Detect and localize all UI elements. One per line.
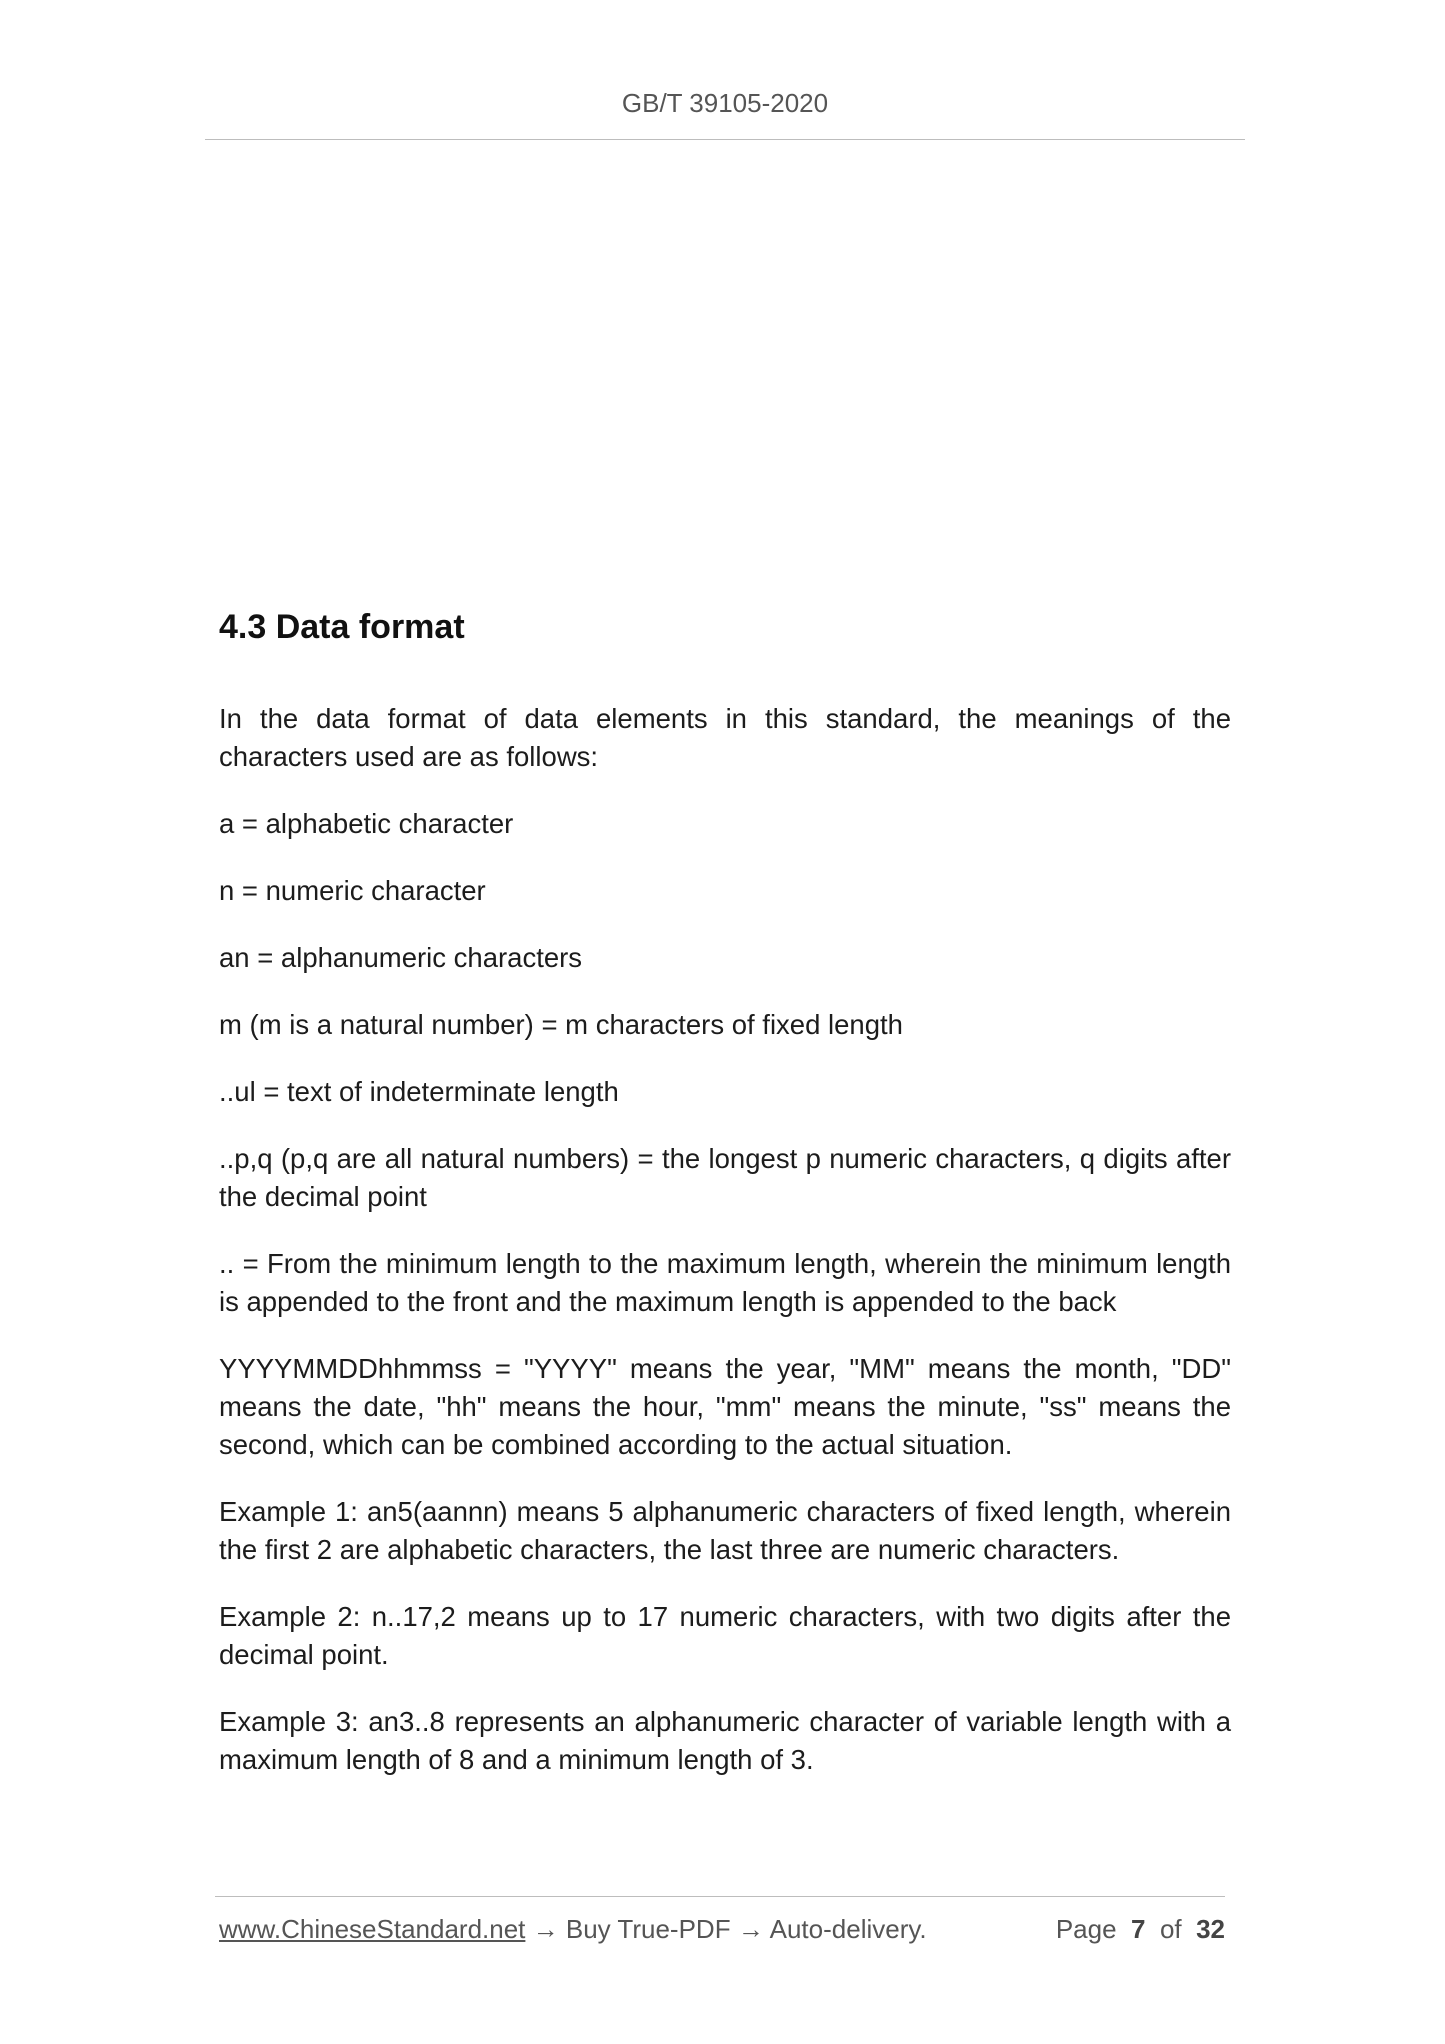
buy-text: Buy True-PDF — [565, 1914, 731, 1944]
definition-datetime: YYYYMMDDhhmmss = "YYYY" means the year, "MM" means the month, "DD" means the date, "hh" means the hour, "mm" means the minute, "ss" means the second, which can be combined according to the actual situation. — [219, 1353, 1231, 1460]
arrow-right-icon: → — [532, 1914, 559, 1944]
definition-range: .. = From the minimum length to the maximum length, wherein the minimum length is appended to the front and the maximum length is appended to the back — [219, 1248, 1231, 1317]
footer-promo — [219, 1914, 927, 1945]
definition-fixed-length: m (m is a natural number) = m characters of fixed length — [219, 1009, 903, 1040]
definition-decimal: ..p,q (p,q are all natural numbers) = the longest p numeric characters, q digits after the decimal point — [219, 1143, 1231, 1212]
definition-indeterminate-length: ..ul = text of indeterminate length — [219, 1076, 619, 1107]
section-body — [219, 700, 1231, 1808]
website-link[interactable]: www.ChineseStandard.net — [219, 1914, 526, 1944]
example-3: Example 3: an3..8 represents an alphanumeric character of variable length with a maximum length of 8 and a minimum length of 3. — [219, 1706, 1231, 1775]
page-current: 7 — [1131, 1914, 1146, 1944]
page-label: Page — [1055, 1914, 1117, 1944]
definition-alphanumeric: an = alphanumeric characters — [219, 942, 583, 973]
example-2: Example 2: n..17,2 means up to 17 numeric characters, with two digits after the decimal point. — [219, 1601, 1231, 1670]
page-indicator — [1056, 1914, 1225, 1945]
document-number: GB/T 39105-2020 — [621, 88, 829, 118]
intro-paragraph: In the data format of data elements in this standard, the meanings of the characters used are as follows: — [219, 703, 1231, 772]
page-of-label: of — [1159, 1914, 1182, 1944]
example-1: Example 1: an5(aannn) means 5 alphanumeric characters of fixed length, wherein the first 2 are alphabetic characters, the last three are numeric characters. — [219, 1496, 1231, 1565]
definition-numeric: n = numeric character — [219, 875, 486, 906]
footer-divider — [215, 1896, 1225, 1897]
page-header — [205, 0, 1245, 140]
delivery-text: Auto-delivery. — [769, 1914, 927, 1944]
page-total: 32 — [1196, 1914, 1225, 1944]
arrow-right-icon: → — [737, 1914, 764, 1944]
page-footer — [219, 1914, 1225, 1954]
section-heading: 4.3 Data format — [219, 608, 465, 646]
definition-alphabetic: a = alphabetic character — [219, 808, 514, 839]
